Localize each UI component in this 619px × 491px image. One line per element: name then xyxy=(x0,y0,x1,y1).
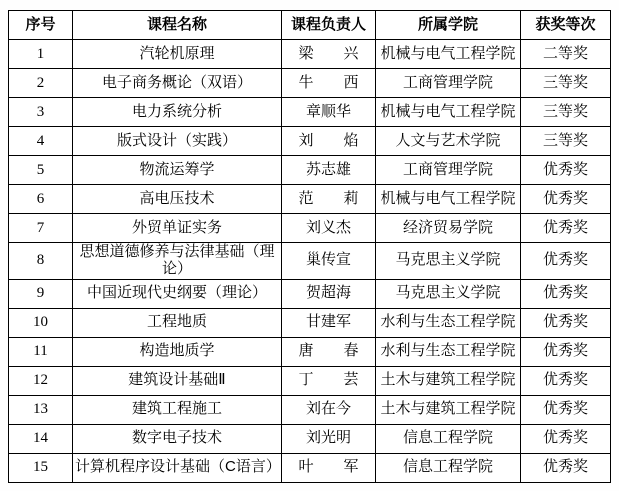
cell-award: 优秀奖 xyxy=(521,243,611,280)
table-header xyxy=(9,11,611,40)
cell-award: 优秀奖 xyxy=(521,156,611,185)
table-body xyxy=(9,40,611,483)
cell-award: 三等奖 xyxy=(521,98,611,127)
cell-college: 机械与电气工程学院 xyxy=(376,40,521,69)
cell-college: 信息工程学院 xyxy=(376,424,521,453)
cell-leader: 牛 西 xyxy=(282,69,376,98)
table-row xyxy=(9,185,611,214)
course-awards-table xyxy=(8,10,611,483)
column-header-leader: 课程负责人 xyxy=(282,11,376,40)
cell-num: 6 xyxy=(9,185,73,214)
cell-college: 水利与生态工程学院 xyxy=(376,308,521,337)
cell-award: 优秀奖 xyxy=(521,214,611,243)
cell-num: 7 xyxy=(9,214,73,243)
column-header-course: 课程名称 xyxy=(73,11,282,40)
cell-num: 4 xyxy=(9,127,73,156)
cell-leader: 刘义杰 xyxy=(282,214,376,243)
table-row xyxy=(9,214,611,243)
table-row xyxy=(9,453,611,482)
cell-num: 9 xyxy=(9,279,73,308)
cell-leader: 唐 春 xyxy=(282,337,376,366)
cell-leader: 章顺华 xyxy=(282,98,376,127)
cell-num: 10 xyxy=(9,308,73,337)
cell-award: 优秀奖 xyxy=(521,395,611,424)
table-row xyxy=(9,395,611,424)
cell-college: 机械与电气工程学院 xyxy=(376,185,521,214)
cell-leader: 苏志雄 xyxy=(282,156,376,185)
column-header-award: 获奖等次 xyxy=(521,11,611,40)
table-row xyxy=(9,308,611,337)
column-header-num: 序号 xyxy=(9,11,73,40)
cell-course: 建筑设计基础Ⅱ xyxy=(73,366,282,395)
table-row xyxy=(9,127,611,156)
cell-college: 经济贸易学院 xyxy=(376,214,521,243)
cell-leader: 叶 军 xyxy=(282,453,376,482)
table-row xyxy=(9,98,611,127)
cell-college: 工商管理学院 xyxy=(376,69,521,98)
cell-award: 优秀奖 xyxy=(521,185,611,214)
cell-num: 12 xyxy=(9,366,73,395)
cell-college: 水利与生态工程学院 xyxy=(376,337,521,366)
cell-leader: 贺超海 xyxy=(282,279,376,308)
cell-course: 版式设计（实践） xyxy=(73,127,282,156)
cell-course: 高电压技术 xyxy=(73,185,282,214)
cell-course: 电子商务概论（双语） xyxy=(73,69,282,98)
cell-leader: 巢传宣 xyxy=(282,243,376,280)
table-row xyxy=(9,243,611,280)
cell-course: 构造地质学 xyxy=(73,337,282,366)
cell-num: 14 xyxy=(9,424,73,453)
header-row xyxy=(9,11,611,40)
cell-leader: 甘建军 xyxy=(282,308,376,337)
cell-college: 马克思主义学院 xyxy=(376,279,521,308)
table-row xyxy=(9,40,611,69)
cell-course: 工程地质 xyxy=(73,308,282,337)
cell-award: 优秀奖 xyxy=(521,308,611,337)
cell-award: 优秀奖 xyxy=(521,337,611,366)
cell-course: 建筑工程施工 xyxy=(73,395,282,424)
cell-course: 计算机程序设计基础（C语言） xyxy=(73,453,282,482)
cell-college: 工商管理学院 xyxy=(376,156,521,185)
cell-course: 中国近现代史纲要（理论） xyxy=(73,279,282,308)
cell-course: 电力系统分析 xyxy=(73,98,282,127)
cell-award: 优秀奖 xyxy=(521,453,611,482)
cell-num: 13 xyxy=(9,395,73,424)
cell-award: 优秀奖 xyxy=(521,424,611,453)
cell-num: 5 xyxy=(9,156,73,185)
cell-course: 思想道德修养与法律基础（理论） xyxy=(73,243,282,280)
cell-num: 2 xyxy=(9,69,73,98)
table-row xyxy=(9,156,611,185)
cell-num: 3 xyxy=(9,98,73,127)
cell-leader: 丁 芸 xyxy=(282,366,376,395)
cell-num: 8 xyxy=(9,243,73,280)
table-row xyxy=(9,69,611,98)
cell-college: 马克思主义学院 xyxy=(376,243,521,280)
cell-award: 优秀奖 xyxy=(521,279,611,308)
cell-leader: 梁 兴 xyxy=(282,40,376,69)
table-row xyxy=(9,337,611,366)
cell-leader: 刘光明 xyxy=(282,424,376,453)
cell-course: 物流运筹学 xyxy=(73,156,282,185)
cell-num: 15 xyxy=(9,453,73,482)
cell-college: 信息工程学院 xyxy=(376,453,521,482)
cell-course: 汽轮机原理 xyxy=(73,40,282,69)
table-row xyxy=(9,366,611,395)
cell-college: 人文与艺术学院 xyxy=(376,127,521,156)
column-header-college: 所属学院 xyxy=(376,11,521,40)
cell-leader: 刘在今 xyxy=(282,395,376,424)
cell-course: 外贸单证实务 xyxy=(73,214,282,243)
cell-college: 土木与建筑工程学院 xyxy=(376,395,521,424)
cell-award: 二等奖 xyxy=(521,40,611,69)
table-row xyxy=(9,424,611,453)
cell-leader: 范 莉 xyxy=(282,185,376,214)
cell-college: 机械与电气工程学院 xyxy=(376,98,521,127)
table-row xyxy=(9,279,611,308)
cell-college: 土木与建筑工程学院 xyxy=(376,366,521,395)
cell-award: 三等奖 xyxy=(521,127,611,156)
cell-award: 优秀奖 xyxy=(521,366,611,395)
cell-num: 11 xyxy=(9,337,73,366)
cell-num: 1 xyxy=(9,40,73,69)
cell-leader: 刘 焰 xyxy=(282,127,376,156)
cell-award: 三等奖 xyxy=(521,69,611,98)
cell-course: 数字电子技术 xyxy=(73,424,282,453)
